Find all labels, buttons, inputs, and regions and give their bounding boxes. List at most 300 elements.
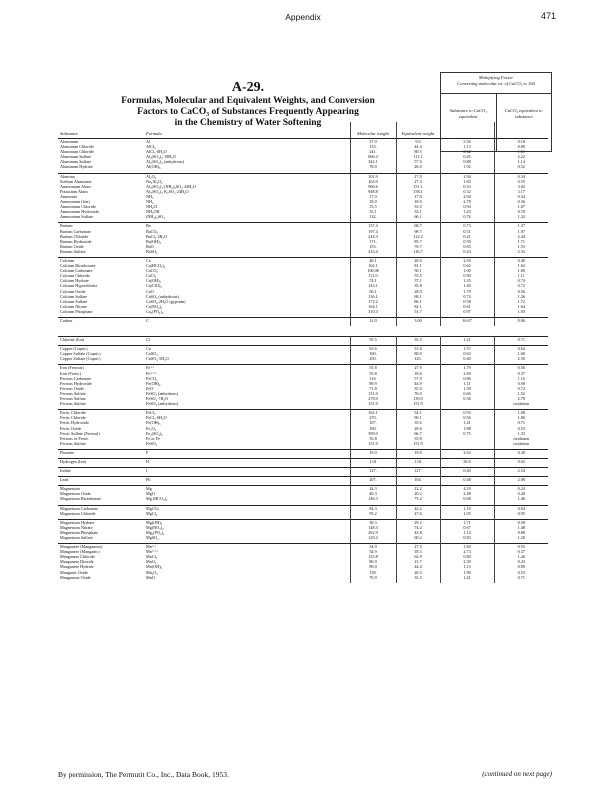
molecular-weight-cell: 111.0 [350, 273, 396, 278]
formula-cell: H [144, 458, 350, 464]
factor-b-cell: 1.52 [517, 390, 525, 396]
formula-cell: Mg(OH)₂ [144, 519, 350, 525]
molecular-weight-cell: 342.1 [350, 159, 396, 164]
equivalent-weight-cell: 19.0 [396, 449, 440, 455]
factor-b-cell: 0.43 [517, 559, 525, 565]
substance-cell: Ferrous Sulfate [60, 396, 86, 402]
molecular-weight-cell: 35.5 [350, 337, 396, 343]
formula-cell: C [144, 318, 350, 324]
molecular-weight-cell: 116. [350, 376, 396, 381]
factor-b-cell: 0.36 [517, 199, 525, 205]
gap-cell [494, 580, 548, 583]
equivalent-weight-cell: 111.1 [396, 154, 440, 159]
factor-b-cell: 0.89 [517, 564, 525, 570]
factor-a-cell: 1.88 [440, 426, 494, 431]
substance-cell: Aluminum Sulfate [60, 159, 92, 165]
substance-cell: Sodium Aluminate [60, 178, 92, 184]
molecular-weight-cell: 171. [350, 239, 396, 244]
molecular-weight-cell: 100.08 [350, 268, 396, 273]
factor-a-cell: 0.40 [440, 356, 494, 361]
molecular-weight-cell: 58.3 [350, 519, 396, 525]
factor-a-cell: 0.86 [440, 376, 494, 381]
header-equivalent-weight: Equivalent weight [396, 122, 440, 139]
formula-cell: Al [144, 139, 350, 145]
molecular-weight-cell: 207. [350, 477, 396, 483]
substance-cell: Hydrogen (Ion) [60, 458, 87, 464]
factor-b-cell: 0.55 [517, 178, 525, 184]
substance-cell: Manganese Hydrate [60, 564, 94, 570]
formula-cell: Mn(OH)₂ [144, 564, 350, 569]
molecular-weight-cell: 54.9 [350, 549, 396, 554]
formula-cell: CaSO₄ (anhydrous) [144, 294, 350, 299]
molecular-weight-cell: 146.3 [350, 496, 396, 501]
data-table-lower [58, 336, 548, 583]
formula-cell: Mg(NO₃)₂ [144, 525, 350, 530]
formula-cell: Mn⁺⁺ [144, 544, 350, 550]
factor-b-cell: 0.38 [517, 449, 525, 455]
factor-b-cell: 0.70 [517, 209, 525, 215]
factor-b-cell: 0.37 [517, 549, 525, 555]
molecular-weight-cell: 125.8 [350, 554, 396, 559]
gap-cell [58, 580, 144, 583]
factor-b-cell: 1.03 [517, 308, 525, 314]
factor-a-cell: 1.13 [440, 564, 494, 569]
factor-b-cell: 0.02 [517, 458, 525, 464]
factor-b-cell: 0.88 [517, 529, 525, 535]
factor-a-cell: 1.41 [440, 337, 494, 343]
factor-b-cell: 1.48 [517, 524, 525, 530]
group-gap [58, 580, 548, 583]
multiplying-factor-subtitle: Converting molecular wt. of CaCO₃ to 100 [457, 81, 535, 86]
molecular-weight-cell: 18.0 [350, 199, 396, 204]
molecular-weight-cell: 120.4 [350, 535, 396, 540]
equivalent-weight-cell: 80.5 [396, 149, 440, 154]
factor-a-cell: 1.40 [440, 283, 494, 288]
molecular-weight-cell: 136.1 [350, 294, 396, 299]
formula-cell: NH₄OH [144, 209, 350, 214]
equivalent-weight-cell: 55.5 [396, 273, 440, 278]
equivalent-weight-cell: 81.1 [396, 263, 440, 268]
substance-cell: Aluminum Chloride [60, 144, 94, 150]
substance-cell: Calcium Carbonate [60, 268, 93, 274]
formula-cell: MgCl₂ [144, 511, 350, 516]
equivalent-weight-cell: 26.3 [396, 570, 440, 575]
factor-a-cell: 0.33 [440, 184, 494, 189]
factor-a-cell: 2.69 [440, 371, 494, 376]
factor-a-cell: 2.30 [440, 559, 494, 564]
factor-a-cell: 1.13 [440, 144, 494, 149]
molecular-weight-cell: 666.4 [350, 154, 396, 159]
equivalent-weight-cell: 44.9 [396, 381, 440, 386]
formula-cell: MnO₂ [144, 559, 350, 564]
factor-a-cell: 4.10 [440, 486, 494, 492]
substance-cell: Calcium Nitrate [60, 303, 87, 309]
factor-b-cell: 0.71 [517, 420, 525, 426]
factor-b-cell: 0.53 [517, 425, 525, 431]
substance-cell: Ferric Sulfate (Ferrisul) [60, 430, 100, 436]
multiplying-factor-header [441, 73, 551, 94]
equivalent-weight-cell: 18.6 [396, 371, 440, 376]
substance-cell: Ferrous Carbonate [60, 375, 92, 381]
equivalent-weight-cell: 26.6 [396, 426, 440, 431]
formula-cell: Ba [144, 223, 350, 229]
substance-cell: Copper Sulfate (Cupric) [60, 351, 101, 357]
equivalent-weight-cell: 139.0 [396, 396, 440, 401]
substance-cell: Calcium Bicarbonate [60, 263, 96, 269]
factor-b-cell: 0.74 [517, 278, 525, 284]
factor-a-cell: 0.88 [440, 159, 494, 164]
formula-cell: MgSO₄ [144, 535, 350, 540]
equivalent-weight-cell: 98.7 [396, 229, 440, 234]
equivalent-weight-cell: 54.1 [396, 410, 440, 416]
equivalent-weight-cell: 104. [396, 477, 440, 483]
molecular-weight-cell: 55.8 [350, 371, 396, 376]
formula-cell: Cl [144, 337, 350, 343]
factor-b-cell: 1.61 [517, 149, 525, 155]
substance-cell: Magnesium Nitrate [60, 524, 93, 530]
factor-b-cell: 0.56 [517, 365, 525, 371]
continued-note: (continued on next page) [482, 770, 552, 778]
equivalent-weight-cell: 73.2 [396, 496, 440, 501]
formula-cell: MnO [144, 575, 350, 580]
equivalent-weight-cell: 18.0 [396, 199, 440, 204]
formula-cell: Ca₃(PO₄)₂ [144, 309, 350, 314]
factor-b-cell: 0.58 [517, 519, 525, 525]
factor-a-cell: 2.78 [440, 199, 494, 204]
row-group [58, 477, 548, 486]
equivalent-weight-cell: 27.3 [396, 179, 440, 184]
molecular-weight-cell: 133. [350, 144, 396, 149]
equivalent-weight-cell: 116.7 [396, 249, 440, 254]
equivalent-weight-cell: 66.7 [396, 431, 440, 436]
substance-cell: Aluminum Hydrate [60, 164, 93, 170]
factor-b-cell: 0.40 [517, 257, 525, 263]
formula-cell: NH₄Cl [144, 204, 350, 209]
factor-b-cell: oxidation [513, 401, 530, 407]
equivalent-weight-cell: 42.2 [396, 505, 440, 511]
factor-a-cell: 0.67 [440, 525, 494, 530]
footer [58, 770, 552, 779]
formula-cell: Mg [144, 486, 350, 492]
molecular-weight-cell: 172.2 [350, 299, 396, 304]
row-group [58, 486, 548, 505]
equivalent-weight-cell: 21.7 [396, 559, 440, 564]
factor-b-cell: 1.46 [517, 496, 525, 502]
table-separator [58, 326, 548, 336]
molecular-weight-cell: 70.9 [350, 575, 396, 580]
factor-b-cell: 1.32 [517, 214, 525, 220]
substance-cell: Magnesium [60, 486, 80, 492]
factor-a-cell: 5.56 [440, 139, 494, 145]
equivalent-weight-cell: 62.9 [396, 554, 440, 559]
factor-a-cell: 2.48 [440, 491, 494, 496]
substance-cell: Ferrous Sulfate [60, 440, 86, 446]
formula-cell: Al(OH)₃ [144, 164, 350, 169]
factor-a-cell: 1.14 [440, 530, 494, 535]
formula-cell: BaSO₄ [144, 249, 350, 254]
factor-b-cell: oxidation [513, 440, 530, 446]
equivalent-weight-cell: 82.1 [396, 304, 440, 309]
factor-b-cell: 1.53 [517, 243, 525, 249]
factor-a-cell: 1.19 [440, 505, 494, 511]
molecular-weight-cell: 54.9 [350, 544, 396, 550]
molecular-weight-cell: 12.0 [350, 318, 396, 324]
substance-cell: Magnesium Oxide [60, 491, 92, 497]
substance-cell: Ferrous Hydroxide [60, 380, 92, 386]
factor-a-cell: 0.48 [440, 477, 494, 483]
equivalent-weight-cell: 68.1 [396, 294, 440, 299]
equivalent-weight-cell: 57.0 [396, 159, 440, 164]
substance-cell: Aluminum [60, 139, 79, 144]
substance-cell: Fluorine [60, 449, 75, 455]
factor-b-cell: 1.00 [517, 268, 525, 274]
formula-cell: Pb [144, 477, 350, 483]
gap-cell [350, 580, 396, 583]
factor-b-cell: 0.95 [517, 510, 525, 516]
title-line-2: Factors to CaCO₃ of Substances Frequently Appearing [137, 107, 359, 117]
factor-a-cell: 1.05 [440, 511, 494, 516]
factor-a-cell: 0.68 [440, 496, 494, 501]
table-title [58, 30, 438, 129]
factor-a-cell: 1.11 [440, 381, 494, 386]
equivalent-weight-cell: 50.1 [396, 268, 440, 273]
molecular-weight-cell: 233.4 [350, 249, 396, 254]
title-line-3: in the Chemistry of Water Softening [174, 118, 322, 128]
formula-cell: MgO [144, 491, 350, 496]
factor-a-cell: 0.58 [440, 299, 494, 304]
equivalent-weight-cell: 125. [396, 356, 440, 361]
gap-cell [396, 580, 440, 583]
substance-cell: Magnesium Hydrate [60, 519, 95, 525]
factor-b-cell: 0.64 [517, 346, 525, 352]
equivalent-weight-cell: 43.8 [396, 530, 440, 535]
formula-cell: Al₂(SO₄)₃·K₂SO₄·24H₂O [144, 189, 350, 194]
row-group [58, 505, 548, 519]
substance-cell: Calcium Sulfate [60, 298, 88, 304]
factor-a-cell: 1.79 [440, 365, 494, 371]
row-group [58, 346, 548, 365]
substance-cell: Iron (Ferrous) [60, 365, 84, 371]
molecular-weight-cell: 19.0 [350, 449, 396, 455]
substance-cell: Calcium Hypochlorite [60, 283, 98, 289]
substance-cell: Manganic Oxide [60, 569, 89, 575]
formula-cell: AlCl₃·6H₂O [144, 149, 350, 154]
substance-cell: Ferric Oxide [60, 425, 82, 431]
factor-a-cell: 0.63 [440, 351, 494, 356]
substance-cell: Lead [60, 477, 69, 483]
molecular-weight-cell: 55.8 [350, 365, 396, 371]
formula-cell: F [144, 449, 350, 455]
molecular-weight-cell: 74.1 [350, 278, 396, 283]
substance-cell: Barium Oxide [60, 243, 84, 249]
equivalent-weight-cell: 12.2 [396, 486, 440, 492]
factor-b-cell: 2.08 [517, 477, 525, 483]
factor-a-cell: 2.63 [440, 449, 494, 455]
factor-a-cell: 0.45 [440, 154, 494, 159]
factor-b-cell: 1.80 [517, 415, 525, 421]
molecular-weight-cell: 137.4 [350, 223, 396, 229]
running-head [58, 11, 556, 26]
molecular-weight-cell: 262.9 [350, 530, 396, 535]
equivalent-weight-cell: 17.0 [396, 194, 440, 199]
molecular-weight-cell: 101.9 [350, 173, 396, 179]
equivalent-weight-cell: 28.0 [396, 289, 440, 294]
factor-a-cell: 50.0 [440, 458, 494, 464]
molecular-weight-cell: 89.0 [350, 564, 396, 569]
molecular-weight-cell: 162.1 [350, 410, 396, 416]
formula-cell: FeCl₃·6H₂O [144, 415, 350, 420]
formula-cell: NH₃ [144, 194, 350, 199]
molecular-weight-cell: 27.0 [350, 139, 396, 145]
molecular-weight-cell: 151.9 [350, 441, 396, 446]
formula-cell: CaCO₃ [144, 268, 350, 273]
factor-b-cell: 1.60 [517, 351, 525, 357]
factor-b-cell: 2.44 [517, 233, 525, 239]
factor-b-cell: 0.72 [517, 283, 525, 289]
factor-a-cell: 0.36 [440, 396, 494, 401]
formula-cell: FeSO₄ (anhydrous) [144, 391, 350, 396]
formula-cell: FeSO₄ (anhydrous) [144, 401, 350, 406]
factor-b-cell: 1.26 [517, 554, 525, 560]
formula-cell: Fe₂O₃ [144, 426, 350, 431]
page-number: 471 [540, 11, 556, 21]
molecular-weight-cell: 24.3 [350, 486, 396, 492]
substance-cell: Magnesium Sulfate [60, 535, 93, 540]
substance-cell: Barium Hydroxide [60, 238, 92, 244]
row-group [58, 449, 548, 458]
factor-a-cell: 0.94 [440, 204, 494, 209]
factor-b-cell: 0.84 [517, 505, 525, 511]
factor-a-cell: 0.62 [440, 263, 494, 268]
formula-cell: Fe⁺⁺⁺ [144, 371, 350, 376]
factor-b-cell: 0.37 [517, 370, 525, 376]
factor-b-cell: 0.90 [517, 380, 525, 386]
equivalent-weight-cell: 1.01 [396, 458, 440, 464]
factor-b-cell: 1.20 [517, 535, 525, 540]
molecular-weight-cell: 1.01 [350, 458, 396, 464]
substance-cell: Ferric Chloride [60, 410, 86, 416]
formula-cell: Mg₃(PO₄)₂ [144, 530, 350, 535]
formula-cell: Al₂(SO₄)₃·18H₂O [144, 154, 350, 159]
factor-b-cell: 0.06 [517, 318, 525, 323]
substance-cell: Aluminum Chloride [60, 149, 94, 155]
header-substance: Substance [60, 130, 79, 136]
row-group [58, 337, 548, 346]
row-group [58, 223, 548, 258]
molecular-weight-cell: 71.8 [350, 386, 396, 391]
factor-a-cell: 0.83 [440, 535, 494, 540]
factor-a-cell: 1.57 [440, 346, 494, 352]
factor-col-caco3-to-substance: CaCO₃ equivalent to substance [504, 108, 543, 119]
substance-cell: Iron (Ferric) [60, 370, 81, 376]
factor-b-cell: 2.54 [517, 468, 525, 474]
factor-a-cell: 0.73 [440, 223, 494, 229]
molecular-weight-cell: 56.1 [350, 289, 396, 294]
substance-cell: Ammonia [60, 193, 77, 199]
equivalent-weight-cell: 27.5 [396, 544, 440, 550]
substance-cell: Manganese (Manganous) [60, 544, 103, 550]
equivalent-weight-cell: 35.6 [396, 420, 440, 425]
data-table-upper [58, 122, 548, 326]
substance-cell: Magnesium Bicarbonate [60, 496, 102, 502]
factor-a-cell: 0.62 [440, 149, 494, 154]
equivalent-weight-cell: 80.0 [396, 351, 440, 356]
equivalent-weight-cell: 51.7 [396, 309, 440, 314]
equivalent-weight-cell: 35.1 [396, 209, 440, 214]
factor-a-cell: 2.73 [440, 549, 494, 554]
formula-cell: FeO [144, 386, 350, 391]
molecular-weight-cell: 95.2 [350, 511, 396, 516]
equivalent-weight-cell: 17.0 [396, 173, 440, 179]
formula-cell: FeSO₄·7H₂O [144, 396, 350, 401]
formula-cell: BaCl₂·2H₂O [144, 234, 350, 239]
factor-b-cell: 1.11 [517, 273, 525, 279]
factor-b-cell: 0.24 [517, 486, 525, 492]
equivalent-weight-cell: 44.4 [396, 144, 440, 149]
formula-cell: Fe₂(SO₄)₃ [144, 431, 350, 436]
factor-b-cell: 0.71 [517, 337, 525, 343]
formula-cell: Mn₂O₃ [144, 570, 350, 575]
equivalent-weight-cell: 127. [396, 468, 440, 474]
factor-b-cell: 1.33 [517, 430, 525, 436]
row-group [58, 410, 548, 450]
gap-cell [440, 580, 494, 583]
factor-b-cell: 0.34 [517, 173, 525, 179]
substance-cell: Magnesium Carbonate [60, 505, 99, 511]
factor-a-cell: 1.92 [440, 164, 494, 169]
factor-b-cell: 0.89 [517, 144, 525, 150]
molecular-weight-cell: 948.8 [350, 189, 396, 194]
row-group [58, 458, 548, 467]
title-block [58, 30, 548, 128]
substance-cell: Copper (Cupric) [60, 346, 88, 352]
row-group [58, 173, 548, 223]
molecular-weight-cell: 163.9 [350, 179, 396, 184]
formula-cell: CuSO₄ [144, 351, 350, 356]
equivalent-weight-cell: 3.00 [396, 318, 440, 324]
factor-b-cell: 1.62 [517, 263, 525, 269]
factor-a-cell: 1.82 [440, 544, 494, 550]
molecular-weight-cell: 84.3 [350, 505, 396, 511]
factor-a-cell: 1.71 [440, 519, 494, 525]
formula-cell: I [144, 468, 350, 474]
formula-cell: BaCO₃ [144, 229, 350, 234]
substance-cell: Barium [60, 223, 73, 229]
factor-a-cell: 0.32 [440, 189, 494, 194]
formula-cell: FeCO₃ [144, 376, 350, 381]
formula-cell: FeCl₃ [144, 410, 350, 416]
multiplying-factor-columns [441, 94, 551, 155]
equivalent-weight-cell: 29.2 [396, 519, 440, 525]
factor-b-cell: 0.71 [517, 574, 525, 580]
molecular-weight-cell: 63.6 [350, 346, 396, 352]
equivalent-weight-cell: 76.7 [396, 244, 440, 249]
factor-b-cell: 1.64 [517, 303, 525, 309]
molecular-weight-cell: 40.3 [350, 491, 396, 496]
equivalent-weight-cell: 37.1 [396, 278, 440, 283]
equivalent-weight-cell: 35.8 [396, 283, 440, 288]
equivalent-weight-cell: 53.5 [396, 204, 440, 209]
substance-cell: Calcium Sulfate [60, 293, 88, 299]
factor-a-cell: 2.94 [440, 194, 494, 199]
substance-cell: Ammonium Sulfate [60, 214, 94, 220]
formula-cell: Na₂Al₂O₄ [144, 179, 350, 184]
formula-cell: Al₂(SO₄)₃ (anhydrous) [144, 159, 350, 164]
formula-cell: FeSO₄ [144, 441, 350, 446]
factor-a-cell: 0.97 [440, 309, 494, 314]
substance-cell: Chlorine (Ion) [60, 337, 85, 343]
formula-cell: Ca(ClO)₂ [144, 283, 350, 288]
